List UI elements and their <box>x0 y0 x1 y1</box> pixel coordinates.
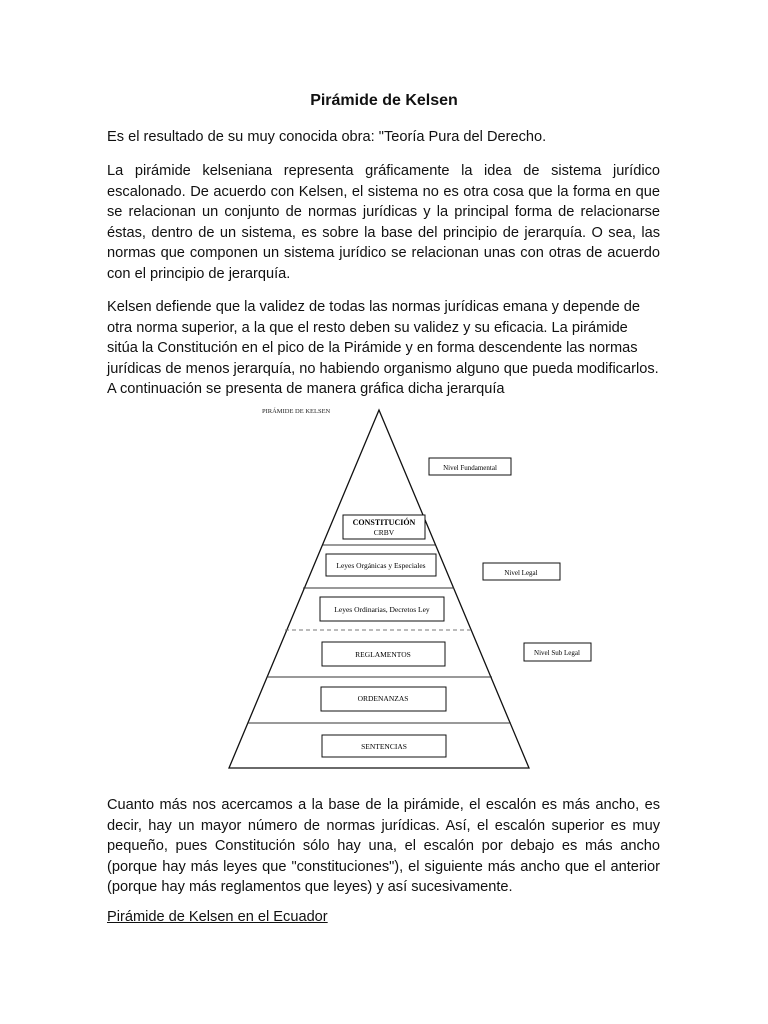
side-label: Nivel Sub Legal <box>534 649 580 657</box>
level-label: Leyes Ordinarias, Decretos Ley <box>334 605 430 614</box>
paragraph-definition: La pirámide kelseniana representa gráficamente la idea de sistema jurídico escalonado. De acuerdo con Kelsen, el sistema no es otra cosa que la forma en que se relacionan un conjunto de normas jurídicas y la principal forma de relacionarse éstas, dentro de un sistema, es sobre la base del principio de jerarquía. O sea, las normas que componen un sistema jurídico se relacionan unas con otras de acuerdo con el principio de jerarquía. <box>107 163 660 282</box>
level-leyes-ordinarias <box>320 597 444 621</box>
level-sentencias <box>322 735 446 757</box>
label-nivel-legal <box>483 563 560 580</box>
page-title: Pirámide de Kelsen <box>310 92 458 109</box>
level-label: CONSTITUCIÓN <box>352 518 416 527</box>
label-nivel-sub-legal <box>524 643 591 661</box>
level-sublabel: CRBV <box>373 528 395 537</box>
level-constitucion <box>343 515 425 539</box>
side-label: Nivel Legal <box>504 569 538 577</box>
paragraph-base: Cuanto más nos acercamos a la base de la pirámide, el escalón es más ancho, es decir, hay un mayor número de normas jurídicas. Así, el escalón superior es muy pequeño, pues Constitución sólo hay una, el escalón por debajo es más ancho (porque hay más leyes que "constituciones"), el siguiente más ancho que el anterior (porque hay más reglamentos que leyes) y así sucesivamente. <box>107 797 660 896</box>
level-leyes-organicas <box>326 554 436 576</box>
kelsen-pyramid-diagram <box>225 400 605 775</box>
level-label: REGLAMENTOS <box>355 650 411 659</box>
diagram-caption: PIRÁMIDE DE KELSEN <box>262 408 331 415</box>
paragraph-intro: Es el resultado de su muy conocida obra: "Teoría Pura del Derecho. <box>107 129 547 145</box>
level-reglamentos <box>322 642 445 666</box>
level-label: ORDENANZAS <box>357 694 409 703</box>
section-link-ecuador[interactable]: Pirámide de Kelsen en el Ecuador <box>107 909 328 925</box>
paragraph-validity: Kelsen defiende que la validez de todas las normas jurídicas emana y depende de otra norma superior, a la que el resto deben su validez y su eficacia. La pirámide sitúa la Constitución en el pico de la Pirámide y en forma descendente las normas jurídicas de menos jerarquía, no habiendo organismo alguno que pueda modificarlos. A continuación se presenta de manera gráfica dicha jerarquía <box>107 299 659 398</box>
level-label: SENTENCIAS <box>361 742 407 751</box>
label-nivel-fundamental <box>429 458 511 475</box>
side-label: Nivel Fundamental <box>443 464 497 472</box>
level-ordenanzas <box>321 687 446 711</box>
level-label: Leyes Orgánicas y Especiales <box>336 561 426 570</box>
pyramid-svg <box>225 400 605 775</box>
